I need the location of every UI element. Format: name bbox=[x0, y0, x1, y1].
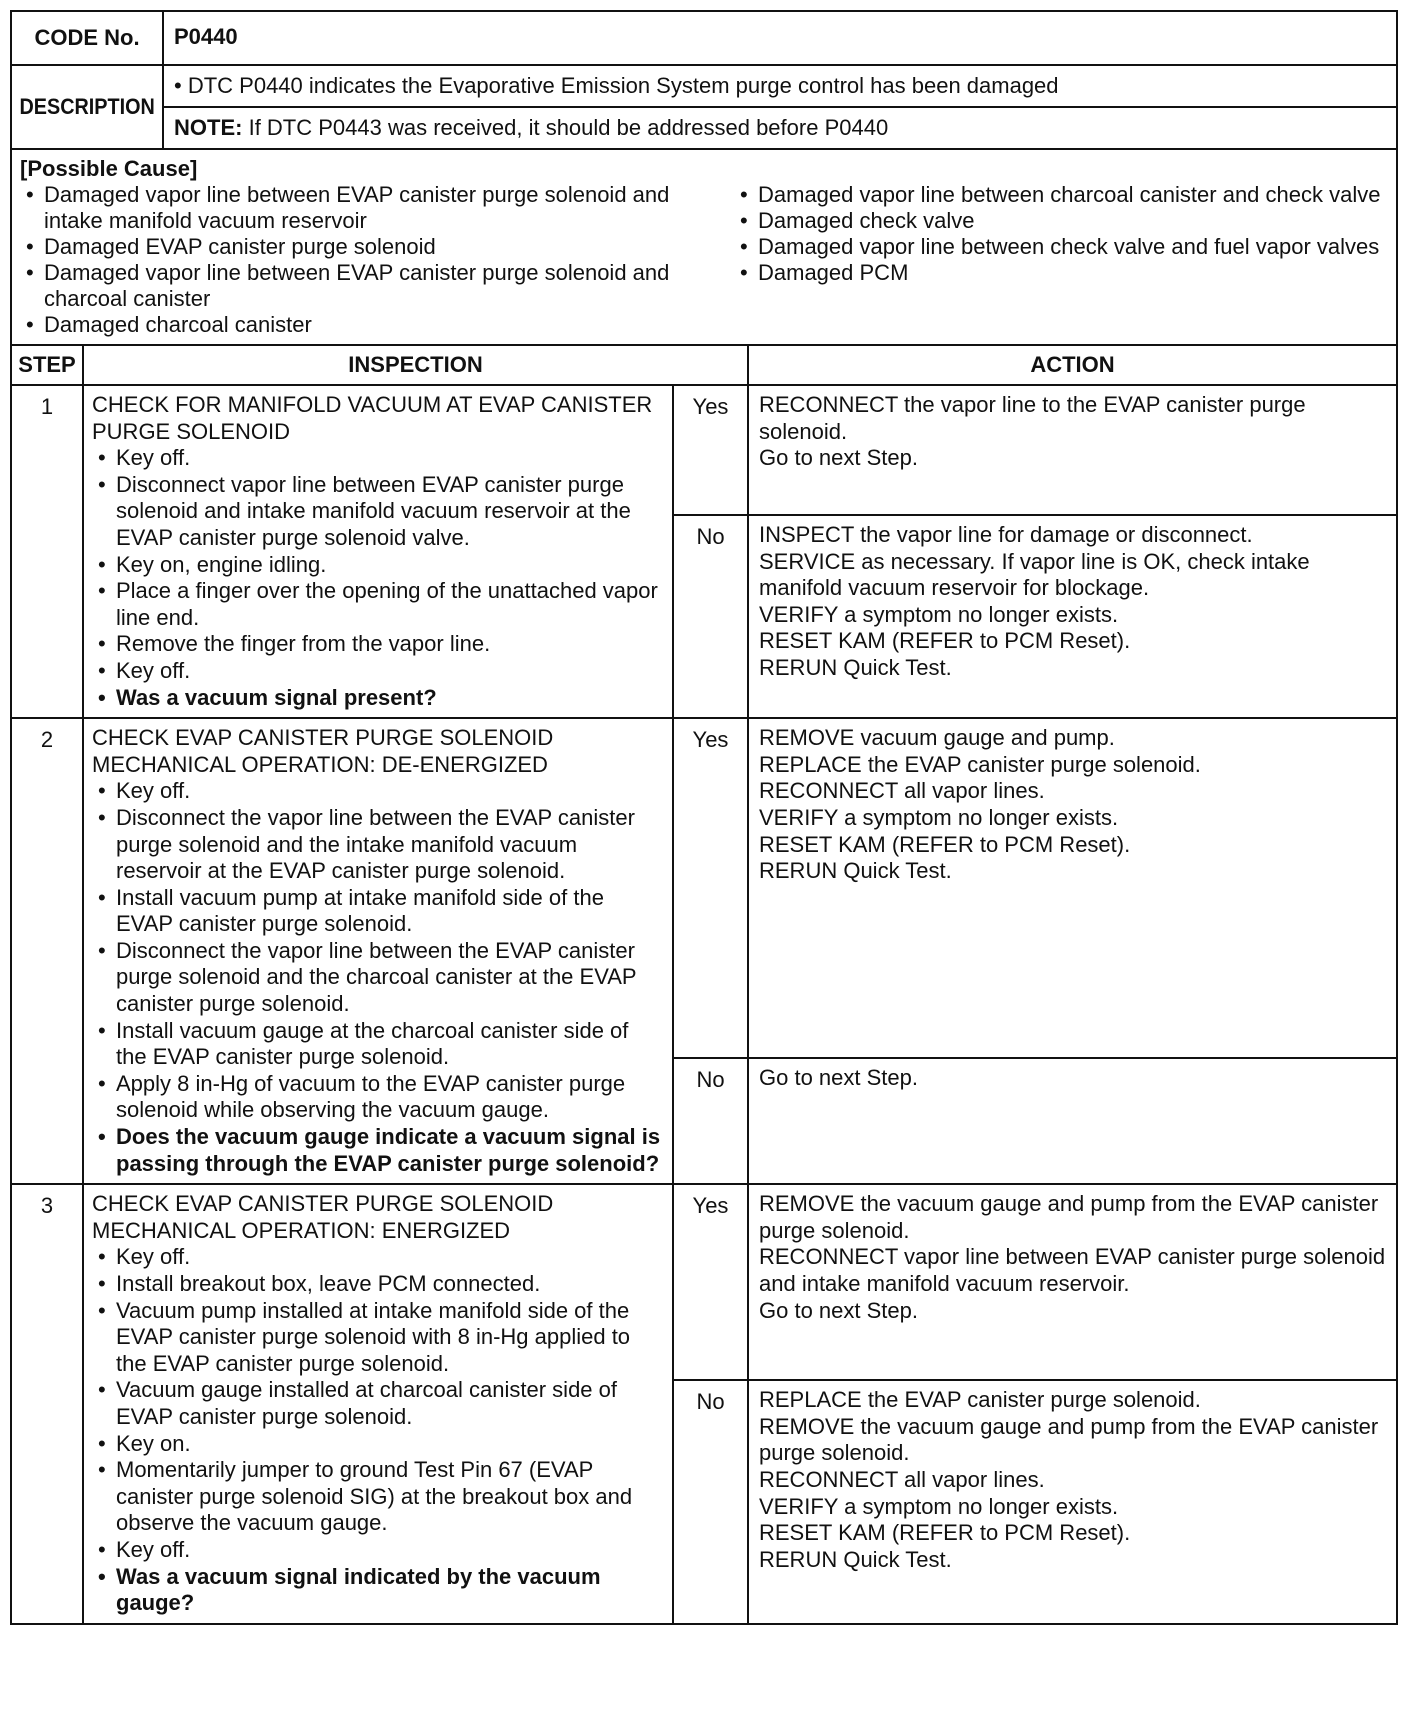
inspection-item: • Place a finger over the opening of the unattached vapor line end. bbox=[92, 578, 664, 631]
no-action bbox=[748, 1380, 1397, 1624]
possible-causes bbox=[11, 149, 1397, 345]
yes-label: Yes bbox=[673, 1184, 748, 1380]
inspection-item: • Vacuum gauge installed at charcoal canister side of EVAP canister purge solenoid. bbox=[92, 1377, 664, 1430]
action-line: REPLACE the EVAP canister purge solenoid. bbox=[759, 1387, 1201, 1413]
action-line: RECONNECT all vapor lines. bbox=[759, 778, 1045, 804]
yes-action bbox=[748, 385, 1397, 515]
description-label: DESCRIPTION bbox=[19, 65, 156, 149]
action-line: RESET KAM (REFER to PCM Reset). bbox=[759, 628, 1131, 654]
step-number: 1 bbox=[11, 385, 83, 718]
action-line: REPLACE the EVAP canister purge solenoid. bbox=[759, 751, 1201, 777]
diagnostic-sheet bbox=[10, 10, 1398, 1625]
action-line: RERUN Quick Test. bbox=[759, 654, 952, 680]
action-line: RECONNECT all vapor lines. bbox=[759, 1467, 1045, 1492]
step-number: 3 bbox=[11, 1184, 83, 1624]
causes-left-list bbox=[20, 182, 734, 338]
step-heading: CHECK EVAP CANISTER PURGE SOLENOID MECHANICAL OPERATION: DE-ENERGIZED bbox=[92, 725, 554, 777]
inspection-item: • Momentarily jumper to ground Test Pin 67 (EVAP canister purge solenoid SIG) at the breakout box and observe the vacuum gauge. bbox=[92, 1457, 664, 1537]
inspection-item: • Install vacuum gauge at the charcoal canister side of the EVAP canister purge solenoid. bbox=[92, 1018, 664, 1071]
action-line: RECONNECT the vapor line to the EVAP canister purge solenoid. bbox=[759, 392, 1306, 444]
inspection-item: • Vacuum pump installed at intake manifold side of the EVAP canister purge solenoid with 8 in-Hg applied to the EVAP canister purge solenoid. bbox=[92, 1298, 664, 1378]
action-line: Go to next Step. bbox=[759, 445, 918, 471]
action-line: REMOVE the vacuum gauge and pump from the EVAP canister purge solenoid. bbox=[759, 1191, 1379, 1243]
action-line: RERUN Quick Test. bbox=[759, 1546, 952, 1572]
inspection-item: • Disconnect the vapor line between the EVAP canister purge solenoid and the intake manifold vacuum reservoir at the EVAP canister purge solenoid. bbox=[92, 805, 664, 885]
action-column-header: ACTION bbox=[748, 345, 1397, 385]
inspection-item: • Apply 8 in-Hg of vacuum to the EVAP canister purge solenoid while observing the vacuum gauge. bbox=[92, 1071, 664, 1124]
inspection-item: • Install breakout box, leave PCM connected. bbox=[92, 1271, 664, 1298]
yes-action bbox=[748, 718, 1397, 1058]
action-line: VERIFY a symptom no longer exists. bbox=[759, 1493, 1119, 1519]
code-label: CODE No. bbox=[11, 11, 163, 65]
cause-item: • Damaged check valve bbox=[734, 208, 1388, 234]
inspection-column-header: INSPECTION bbox=[83, 345, 748, 385]
step-inspection bbox=[83, 718, 673, 1184]
description-text: • DTC P0440 indicates the Evaporative Emission System purge control has been damaged bbox=[163, 65, 1397, 107]
step-inspection bbox=[83, 1184, 673, 1624]
steps-table bbox=[10, 344, 1398, 1625]
cause-item: • Damaged vapor line between check valve and fuel vapor valves bbox=[734, 234, 1388, 260]
inspection-item: • Key on. bbox=[92, 1431, 664, 1458]
inspection-item: • Disconnect vapor line between EVAP canister purge solenoid and intake manifold vacuum reservoir at the EVAP canister purge solenoid valve. bbox=[92, 472, 664, 552]
action-line: REMOVE vacuum gauge and pump. bbox=[759, 725, 1115, 751]
action-line: RESET KAM (REFER to PCM Reset). bbox=[759, 1520, 1131, 1546]
action-line: Go to next Step. bbox=[759, 1065, 918, 1091]
cause-item: • Damaged vapor line between EVAP canister purge solenoid and intake manifold vacuum reservoir bbox=[20, 182, 674, 234]
inspection-question: • Was a vacuum signal indicated by the vacuum gauge? bbox=[92, 1564, 664, 1617]
inspection-item: • Disconnect the vapor line between the EVAP canister purge solenoid and the charcoal canister at the EVAP canister purge solenoid. bbox=[92, 938, 664, 1018]
no-label: No bbox=[673, 1380, 748, 1624]
cause-item: • Damaged EVAP canister purge solenoid bbox=[20, 234, 674, 260]
header-table bbox=[10, 10, 1398, 346]
action-line: RECONNECT vapor line between EVAP canister purge solenoid and intake manifold vacuum reservoir. bbox=[759, 1244, 1386, 1296]
inspection-question: • Was a vacuum signal present? bbox=[92, 685, 664, 712]
action-line: RERUN Quick Test. bbox=[759, 858, 952, 884]
cause-item: • Damaged vapor line between EVAP canister purge solenoid and charcoal canister bbox=[20, 260, 674, 312]
inspection-question: • Does the vacuum gauge indicate a vacuum signal is passing through the EVAP canister purge solenoid? bbox=[92, 1124, 664, 1177]
yes-action bbox=[748, 1184, 1397, 1380]
no-action bbox=[748, 1058, 1397, 1184]
inspection-item: • Key off. bbox=[92, 1244, 664, 1271]
inspection-item: • Remove the finger from the vapor line. bbox=[92, 631, 664, 658]
no-label: No bbox=[673, 1058, 748, 1184]
step-inspection bbox=[83, 385, 673, 718]
action-line: Go to next Step. bbox=[759, 1297, 918, 1323]
inspection-item: • Key off. bbox=[92, 1537, 664, 1564]
cause-item: • Damaged PCM bbox=[734, 260, 1388, 286]
action-line: SERVICE as necessary. If vapor line is OK, check intake manifold vacuum reservoir for blockage. bbox=[759, 548, 1310, 601]
action-line: VERIFY a symptom no longer exists. bbox=[759, 601, 1119, 627]
no-label: No bbox=[673, 515, 748, 718]
description-note: NOTE: If DTC P0443 was received, it should be addressed before P0440 bbox=[163, 107, 1397, 149]
inspection-item: • Install vacuum pump at intake manifold side of the EVAP canister purge solenoid. bbox=[92, 885, 664, 938]
step-number: 2 bbox=[11, 718, 83, 1184]
step-heading: CHECK EVAP CANISTER PURGE SOLENOID MECHANICAL OPERATION: ENERGIZED bbox=[92, 1191, 554, 1243]
action-line: RESET KAM (REFER to PCM Reset). bbox=[759, 831, 1131, 857]
yes-label: Yes bbox=[673, 385, 748, 515]
action-line: REMOVE the vacuum gauge and pump from the EVAP canister purge solenoid. bbox=[759, 1413, 1379, 1466]
inspection-item: • Key off. bbox=[92, 445, 664, 472]
yes-label: Yes bbox=[673, 718, 748, 1058]
action-line: VERIFY a symptom no longer exists. bbox=[759, 804, 1119, 830]
inspection-item: • Key off. bbox=[92, 658, 664, 685]
possible-causes-title: [Possible Cause] bbox=[20, 156, 198, 181]
no-action bbox=[748, 515, 1397, 718]
inspection-item: • Key off. bbox=[92, 778, 664, 805]
code-value: P0440 bbox=[163, 11, 1397, 65]
action-line: INSPECT the vapor line for damage or disconnect. bbox=[759, 522, 1253, 547]
step-heading: CHECK FOR MANIFOLD VACUUM AT EVAP CANISTER PURGE SOLENOID bbox=[92, 392, 653, 444]
cause-item: • Damaged vapor line between charcoal canister and check valve bbox=[734, 182, 1388, 208]
cause-item: • Damaged charcoal canister bbox=[20, 312, 674, 338]
causes-right-list bbox=[734, 182, 1388, 338]
step-column-header: STEP bbox=[11, 345, 83, 385]
inspection-item: • Key on, engine idling. bbox=[92, 552, 664, 579]
